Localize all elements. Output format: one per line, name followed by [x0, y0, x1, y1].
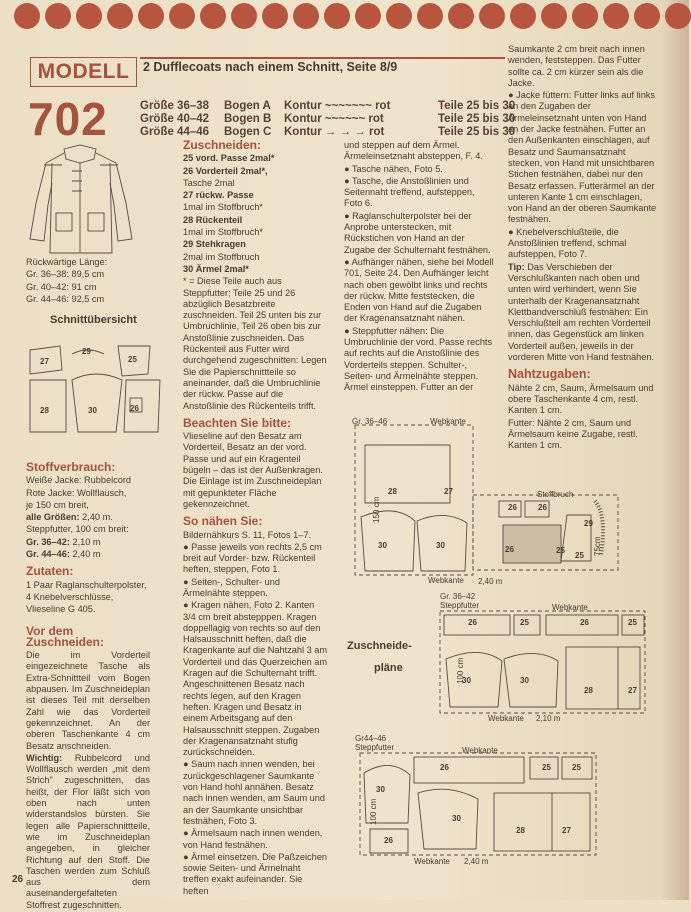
plan-part: 30	[452, 814, 461, 823]
overview-part-label: 28	[40, 406, 49, 415]
size-row: Größe 36–38 Bogen A Kontur ~~~~~~~ rot Teile 25 bis 30	[140, 100, 516, 112]
size-table	[140, 100, 515, 139]
cutting-plan-3	[360, 753, 600, 859]
plan1-webkante-bottom: Webkante	[428, 576, 464, 585]
plan-part: 26	[440, 763, 449, 772]
plan2-height: 100 cm	[456, 657, 465, 684]
fabric-block: Stoffverbrauch: Weiße Jacke: Rubbelcord Rote Jacke: Wollflausch, je 150 cm breit, alle Größen: 2,40 m. Steppfutter, 100 cm breit: Gr. 36–42: 2,10 m Gr. 44–46: 2,40 m Zutaten: 1 Paar Raglanschulterpolster, 4 Knebelverschlüsse, Vlieseline G 405. Vor dem Zuschneiden: Die im Vorderteil eingezeichnete Tasche als Extra-Schnittteil vom Bogen abpausen. Im Zuschneideplan ist dieses Teil mit derselben Zahl wie das Vorderteil gekennzeichnet. An der oberen Taschenkante 4 cm Besatz anschneiden. Wichtig: Rubbelcord und Wollflausch werden „mit dem Strich" zugeschnitten, das heißt, der Flor läßt sich von oben nach unten widerstandslos bürsten. Sie legen alle Papierschnittteile, wie im Zuschneideplan angegeben, in gleicher Richtung auf den Stoff. Die Taschen werden zum Schluß aus dem auseinandergefalteten Stoffrest zugeschnitten.	[26, 460, 150, 910]
overview-part-label: 27	[40, 357, 49, 366]
plan-part: 26	[508, 503, 517, 512]
overview-part-label: 29	[82, 347, 91, 356]
overview-part-label: 25	[128, 355, 137, 364]
plan1-stoffbruch: Stoffbruch	[537, 490, 574, 499]
plan2-webkante-top: Webkante	[552, 603, 588, 612]
plan2-width: 2,10 m	[536, 714, 561, 723]
decorative-dot-row	[14, 3, 684, 33]
overview-heading: Schnittübersicht	[50, 314, 137, 326]
page-number: 26	[12, 874, 24, 885]
plan1-size: Gr. 36–46	[352, 417, 388, 426]
plan3-webkante-top: Webkante	[462, 746, 498, 755]
right-text-block: Saumkante 2 cm breit nach innen wenden, feststeppen. Das Futter sollte ca. 2 cm kürzer sein als die Jacke. ● Jacke füttern: Futter links auf links an den Zugaben der Ärmeleinsetznaht unten von Hand an der Jacke festnähen. Futter an den Außenkanten einschlagen, auf Besatz und Saumansatznaht stecken, von Hand mit unsichtbaren Stichen festnähen, dabei nur den Besatz erfassen. Futterärmel an der unteren Kante 1 cm einschlagen, von Hand an der oberen Saumkante festnähen. ● Knebelverschlußteile, die Anstoßlinien treffend, schmal aufsteppen, Foto 7. Tip: Das Verschieben der Verschlußkanten nach oben und unten wird verhindert, wenn Sie unterhalb der Kragenansatznaht Klettbandverschluß festnähen: Ein Verschlußteil am rechten Vorderteil innen, das Gegenstück am linken Vorderteil außen, jeweils in der vorderen Mitte von Hand festnähen. Nahtzugaben: Nähte 2 cm, Saum, Ärmelsaum und obere Taschenkante 4 cm, restl. Kanten 1 cm. Futter: Nähte 2 cm, Saum und Ärmelsaum keine Zugabe, restl. Kanten 1 cm.	[508, 44, 658, 452]
plan-part: 28	[516, 826, 525, 835]
plan-part: 26	[580, 618, 589, 627]
plan-part: 25	[520, 618, 529, 627]
modell-label: MODELL	[30, 57, 137, 87]
plan-part: 30	[376, 785, 385, 794]
overview-part-label: 26	[130, 404, 139, 413]
plan-part: 25	[542, 763, 551, 772]
pattern-overview-sketch	[26, 340, 166, 438]
plan2-sub: Steppfutter	[440, 601, 480, 610]
plan-part: 26	[384, 836, 393, 845]
plan-part: 30	[436, 541, 445, 550]
plan2-webkante-bottom: Webkante	[488, 714, 524, 723]
plan1-height: 150 cm	[372, 496, 381, 523]
plan-part: 26	[505, 545, 514, 554]
plan-part: 30	[462, 676, 471, 685]
plan-part: 30	[520, 676, 529, 685]
plan-part: 25	[556, 546, 565, 555]
plan-part: 26	[538, 503, 547, 512]
plan3-size: Gr44–46	[355, 734, 387, 743]
plan1-width: 2,40 m	[478, 577, 503, 586]
plan-part: 25	[575, 551, 584, 560]
plans-label-2: pläne	[374, 662, 403, 674]
plan3-height: 100 cm	[369, 798, 378, 825]
size-row: Größe 44–46 Bogen C Kontur → → → rot Teile 25 bis 30	[140, 126, 516, 138]
plan-part: 27	[444, 487, 453, 496]
size-row: Größe 40–42 Bogen B Kontur ~~~~~~ rot Teile 25 bis 30	[140, 113, 516, 125]
length-block: Rückwärtige Länge: Gr. 36–38: 89,5 cm Gr. 40–42: 91 cm Gr. 44–46: 92,5 cm	[26, 257, 108, 304]
cutting-block: Zuschneiden: 25 vord. Passe 2mal* 26 Vorderteil 2mal*, Tasche 2mal 27 rückw. Passe 1mal im Stoffbruch* 28 Rückenteil 1mal im Stoffbruch* 29 Stehkragen 2mal im Stoffbruch 30 Ärmel 2mal* * = Diese Teile auch aus Steppfutter; Teile 25 und 26 abzüglich Besatzbreite zuschneiden. Teil 25 unten bis zur Umbruchlinie, Teil 26 oben bis zur Anstoßlinie zuschneiden. Das Rückenteil aus Futter wird durchgehend zugeschnitten: Legen Sie die Papierschnittteile so aneinander, daß die Umbruchlinie der rückw. Passe auf die Anstoßlinie des Rückenteils trifft. Beachten Sie bitte: Vlieseline auf den Besatz am Vorderteil, Besatz an der vord. Passe und auf ein Kragenteil bügeln – das ist der Außenkragen. Die Einlage ist im Zuschneideplan mit gepunkteter Fläche gekennzeichnet. So nähen Sie: Bildernähkurs S. 11, Fotos 1–7. ● Passe jeweils von rechts 2,5 cm breit auf Vorder- bzw. Rückenteil heften, steppen, Foto 1. ● Seiten-, Schulter- und Ärmelnähte steppen. ● Kragen nähen, Foto 2. Kanten 3/4 cm breit abstepppen. Kragen doppellagig von rechts so auf den Halsausschnitt heften, daß die Kragenkante auf die Nahtzahl 3 am Vorderteil und das Querzeichen am Kragen auf die Schulternaht trifft. Angeschnittenen Besatz nach rechts legen, auf den Kragen heften. Kragen und Besatz in einem Arbeitsgang auf den Halsausschnitt steppen. Zugaben der Kragenansatznaht stufig zurückschneiden. ● Saum nach innen wenden, bei zurückgeschlagener Saumkante von Hand hohl annähen. Besatz nach innen wenden, am Saum und an der Saumkante unsichtbar festnähen, Foto 3. ● Ärmelsaum nach innen wenden, von Hand festnähen. ● Ärmel einsetzen. Die Paßzeichen sowie Seiten- und Ärmelnaht treffen exakt aufeinander. Sie heften	[183, 140, 328, 898]
coat-illustration	[22, 143, 142, 255]
plans-label-1: Zuschneide-	[347, 640, 412, 652]
plan-part: 30	[378, 541, 387, 550]
plan-part: 27	[628, 686, 637, 695]
plan2-size: Gr. 36–42	[440, 592, 476, 601]
title-rule	[140, 57, 505, 59]
plan-part: 28	[584, 686, 593, 695]
plan-part: 25	[628, 618, 637, 627]
overview-part-label: 30	[88, 406, 97, 415]
plan1-webkante-top: Webkante	[430, 417, 466, 426]
plan1-height2: 75cm	[593, 536, 602, 556]
plan3-width: 2,40 m	[464, 857, 489, 866]
plan3-sub: Steppfutter	[355, 743, 395, 752]
plan-part: 29	[584, 519, 593, 528]
plan3-webkante-bottom: Webkante	[414, 857, 450, 866]
plan-part: 27	[562, 826, 571, 835]
page-title: 2 Dufflecoats nach einem Schnitt, Seite 8/9	[143, 60, 398, 74]
plan-part: 28	[388, 487, 397, 496]
sewing-continued-block: und steppen auf dem Ärmel. Ärmeleinsetznaht absteppen, F. 4. ● Tasche nähen, Foto 5. ● Tasche, die Anstoßlinien und Seitennaht treffend, aufsteppen, Foto 6. ● Raglanschulterpolster bei der Anprobe unterstecken, mit Rückstichen von Hand an der Zugabe der Schulternaht festnähen. ● Aufhänger nähen, siehe bei Modell 701, Seite 24. Den Aufhänger leicht nach oben gewölbt links und rechts der rückw. Mitte feststecken, die Enden von Hand auf die Zugaben der Kragenansatznaht nähen. ● Steppfutter nähen: Die Umbruchlinie der vord. Passe rechts auf rechts auf die Anstoßlinie des Vorderteils steppen. Schulter-, Seiten- und Ärmelnähte steppen. Ärmel einsteppen. Futter an der	[344, 140, 494, 395]
model-number: 702	[28, 93, 108, 145]
plan-part: 25	[572, 763, 581, 772]
plan-part: 26	[468, 618, 477, 627]
